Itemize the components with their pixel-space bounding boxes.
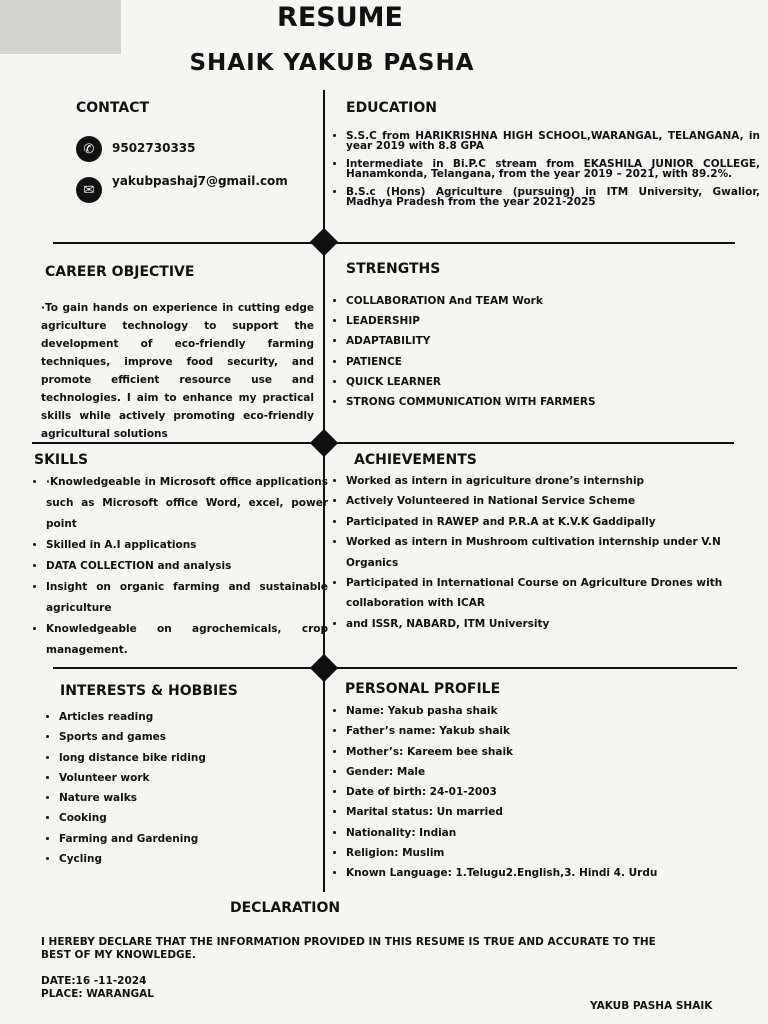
profile-item: • Religion: Muslim: [346, 843, 746, 863]
declaration-heading: DECLARATION: [230, 900, 341, 916]
profile-item: • Known Language: 1.Telugu2.English,3. Hindi 4. Urdu: [346, 863, 746, 883]
strength-item: • QUICK LEARNER: [346, 372, 746, 392]
skill-item: • Insight on organic farming and sustainable agriculture: [46, 577, 328, 619]
strengths-list: [332, 291, 746, 412]
profile-list: [332, 701, 746, 884]
career-heading: CAREER OBJECTIVE: [45, 264, 195, 280]
achievements-list: [332, 471, 724, 634]
interest-item: • Cooking: [59, 808, 319, 828]
resume-title: RESUME: [277, 2, 403, 33]
interests-list: [45, 707, 319, 869]
achievement-item: • Worked as intern in agriculture drone’s internship: [346, 471, 724, 491]
interest-item: • Articles reading: [59, 707, 319, 727]
achievement-item: • Worked as intern in Mushroom cultivation internship under V.N Organics: [346, 532, 724, 573]
diamond-marker: [310, 228, 338, 256]
skill-item: • Skilled in A.I applications: [46, 535, 328, 556]
contact-heading: CONTACT: [76, 100, 150, 116]
divider-3: [53, 667, 737, 669]
strength-item: • PATIENCE: [346, 352, 746, 372]
profile-item: • Father’s name: Yakub shaik: [346, 721, 746, 741]
strength-item: • LEADERSHIP: [346, 311, 746, 331]
strengths-heading: STRENGTHS: [346, 261, 441, 277]
education-heading: EDUCATION: [346, 100, 437, 116]
achievement-item: • Participated in RAWEP and P.R.A at K.V.K Gaddipally: [346, 512, 724, 532]
profile-item: • Gender: Male: [346, 762, 746, 782]
strength-item: • STRONG COMMUNICATION WITH FARMERS: [346, 392, 746, 412]
contact-email: yakubpashaj7@gmail.com: [112, 174, 288, 188]
signature-name: YAKUB PASHA SHAIK: [590, 1000, 713, 1012]
profile-item: • Date of birth: 24-01-2003: [346, 782, 746, 802]
career-text: ·To gain hands on experience in cutting edge agriculture technology to support the development of eco-friendly farming techniques, improve food security, and promote efficient resource use and technologies. I aim to enhance my practical skills while actively promoting eco-friendly agricultural solutions: [41, 302, 314, 440]
skills-list: [32, 472, 328, 661]
skill-item: • ·Knowledgeable in Microsoft office applications such as Microsoft office Word, excel, power point: [46, 472, 328, 535]
email-icon: ✉: [76, 177, 102, 203]
education-item: • S.S.C from HARIKRISHNA HIGH SCHOOL,WARANGAL, TELANGANA, in year 2019 with 8.8 GPA: [346, 131, 760, 151]
interest-item: • Nature walks: [59, 788, 319, 808]
profile-item: • Name: Yakub pasha shaik: [346, 701, 746, 721]
interests-heading: INTERESTS & HOBBIES: [60, 683, 238, 699]
strength-item: • COLLABORATION And TEAM Work: [346, 291, 746, 311]
candidate-name: SHAIK YAKUB PASHA: [189, 50, 475, 76]
declaration-place: PLACE: WARANGAL: [41, 988, 154, 1000]
phone-icon: ✆: [76, 136, 102, 162]
education-list: [332, 131, 760, 207]
profile-item: • Marital status: Un married: [346, 802, 746, 822]
achievement-item: • Actively Volunteered in National Service Scheme: [346, 491, 724, 511]
profile-item: • Mother’s: Kareem bee shaik: [346, 742, 746, 762]
education-item: • Intermediate in Bi.P.C stream from EKASHILA JUNIOR COLLEGE, Hanamkonda, Telangana, from the year 2019 – 2021, with 89.2%.: [346, 159, 760, 179]
interest-item: • Volunteer work: [59, 768, 319, 788]
contact-phone: 9502730335: [112, 141, 196, 155]
strength-item: • ADAPTABILITY: [346, 331, 746, 351]
declaration-text: I HEREBY DECLARE THAT THE INFORMATION PROVIDED IN THIS RESUME IS TRUE AND ACCURATE TO THE BEST OF MY KNOWLEDGE.: [41, 936, 656, 961]
interest-item: • Sports and games: [59, 727, 319, 747]
skills-heading: SKILLS: [34, 452, 89, 468]
diamond-marker: [310, 429, 338, 457]
interest-item: • long distance bike riding: [59, 748, 319, 768]
interest-item: • Cycling: [59, 849, 319, 869]
profile-item: • Nationality: Indian: [346, 823, 746, 843]
skill-item: • DATA COLLECTION and analysis: [46, 556, 328, 577]
skill-item: • Knowledgeable on agrochemicals, crop management.: [46, 619, 328, 661]
education-item: • B.S.c (Hons) Agriculture (pursuing) in ITM University, Gwalior, Madhya Pradesh from the year 2021-2025: [346, 187, 760, 207]
achievement-item: • and ISSR, NABARD, ITM University: [346, 614, 724, 634]
declaration-date: DATE:16 -11-2024: [41, 975, 147, 987]
achievement-item: • Participated in International Course on Agriculture Drones with collaboration with ICAR: [346, 573, 724, 614]
achievements-heading: ACHIEVEMENTS: [354, 452, 477, 468]
profile-heading: PERSONAL PROFILE: [345, 681, 501, 697]
interest-item: • Farming and Gardening: [59, 829, 319, 849]
divider-1: [53, 242, 735, 244]
